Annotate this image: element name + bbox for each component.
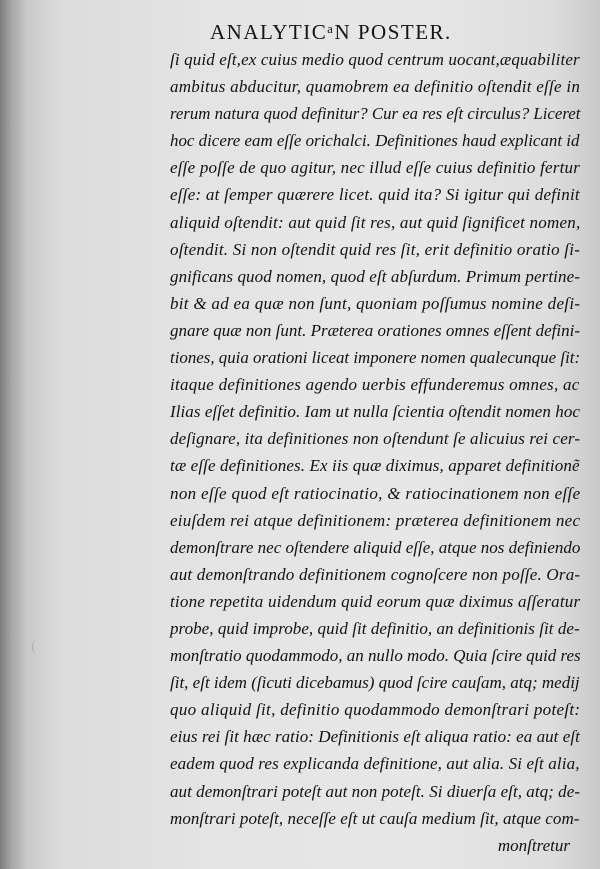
text-line: demonſtrare nec oſtendere aliquid eſſe, atque nos definiendo <box>170 537 581 557</box>
text-line: quo aliquid ſit, definitio quodammodo demonſtrari poteſt: <box>170 700 581 720</box>
margin-mark <box>32 640 41 654</box>
text-line: rerum natura quod definitur? Cur ea res eſt circulus? Liceret <box>170 104 581 124</box>
text-line: probe, quid improbe, quid ſit definitio, an definitionis ſit de- <box>170 618 580 638</box>
text-line: eadem quod res explicanda definitione, aut alia. Si eſt alia, <box>170 754 580 774</box>
running-head: ANALYTICᵃN POSTER. <box>210 20 452 44</box>
text-line: deſignare, ita definitiones non oſtendunt ſe alicuius rei cer- <box>170 429 581 449</box>
text-line: tiones, quia orationi liceat imponere nomen qualecunque ſit: <box>170 348 581 368</box>
text-line: tione repetita uidendum quid eorum quæ diximus aſſeratur <box>170 591 581 611</box>
text-line: aliquid oſtendit: aut quid ſit res, aut quid ſignificet nomen, <box>170 212 581 232</box>
text-line: aut demonſtrari poteſt aut non poteſt. Si diuerſa eſt, atq; de- <box>170 781 581 801</box>
text-line: gnare quæ non ſunt. Præterea orationes omnes eſſent defini- <box>170 320 581 340</box>
text-line: eius rei ſit hæc ratio: Definitionis eſt aliqua ratio: ea aut eſt <box>170 727 580 747</box>
text-line: non eſſe quod eſt ratiocinatio, & ratiocinationem non eſſe <box>170 483 581 503</box>
text-line: aut demonſtrando definitionem cognoſcere non poſſe. Ora- <box>170 564 581 584</box>
text-line: monſtrari poteſt, neceſſe eſt ut cauſa medium ſit, atque com- <box>170 808 580 828</box>
text-line: eſſe poſſe de quo agitur, nec illud eſſe cuius definitio fertur <box>170 158 581 178</box>
text-line: eſſe: at ſemper quærere licet. quid ita? Si igitur qui definit <box>170 185 580 205</box>
text-line: gnificans quod nomen, quod eſt abſurdum. Primum pertine- <box>170 266 580 286</box>
text-line: ſit, eſt idem (ſicuti dicebamus) quod ſcire cauſam, atq; medij <box>170 673 580 693</box>
text-line: oſtendit. Si non oſtendit quid res ſit, erit definitio oratio ſi- <box>170 239 581 259</box>
text-line: ſi quid eſt,ex cuius medio quod centrum uocant,æquabiliter <box>170 50 580 69</box>
text-line: bit & ad ea quæ non ſunt, quoniam poſſumus nomine deſi- <box>170 293 581 313</box>
text-line: hoc dicere eam eſſe orichalci. Definitiones haud explicant id <box>170 131 580 151</box>
text-line: eiuſdem rei atque definitionem: præterea definitionem nec <box>170 510 581 530</box>
text-line: itaque definitiones agendo uerbis effunderemus omnes, ac <box>170 375 580 395</box>
body-text <box>170 46 580 859</box>
text-line: ambitus abducitur, quamobrem ea definitio oſtendit eſſe in <box>170 77 581 97</box>
text-line: Ilias eſſet definitio. Iam ut nulla ſcientia oſtendit nomen hoc <box>170 402 581 422</box>
text-line: monſtratio quodammodo, an nullo modo. Quia ſcire quid res <box>170 646 581 666</box>
text-line: tæ eſſe definitiones. Ex iis quæ diximus, apparet definitionẽ <box>170 456 580 476</box>
text-line: monſtretur <box>497 835 570 855</box>
gutter-shadow <box>0 0 26 869</box>
